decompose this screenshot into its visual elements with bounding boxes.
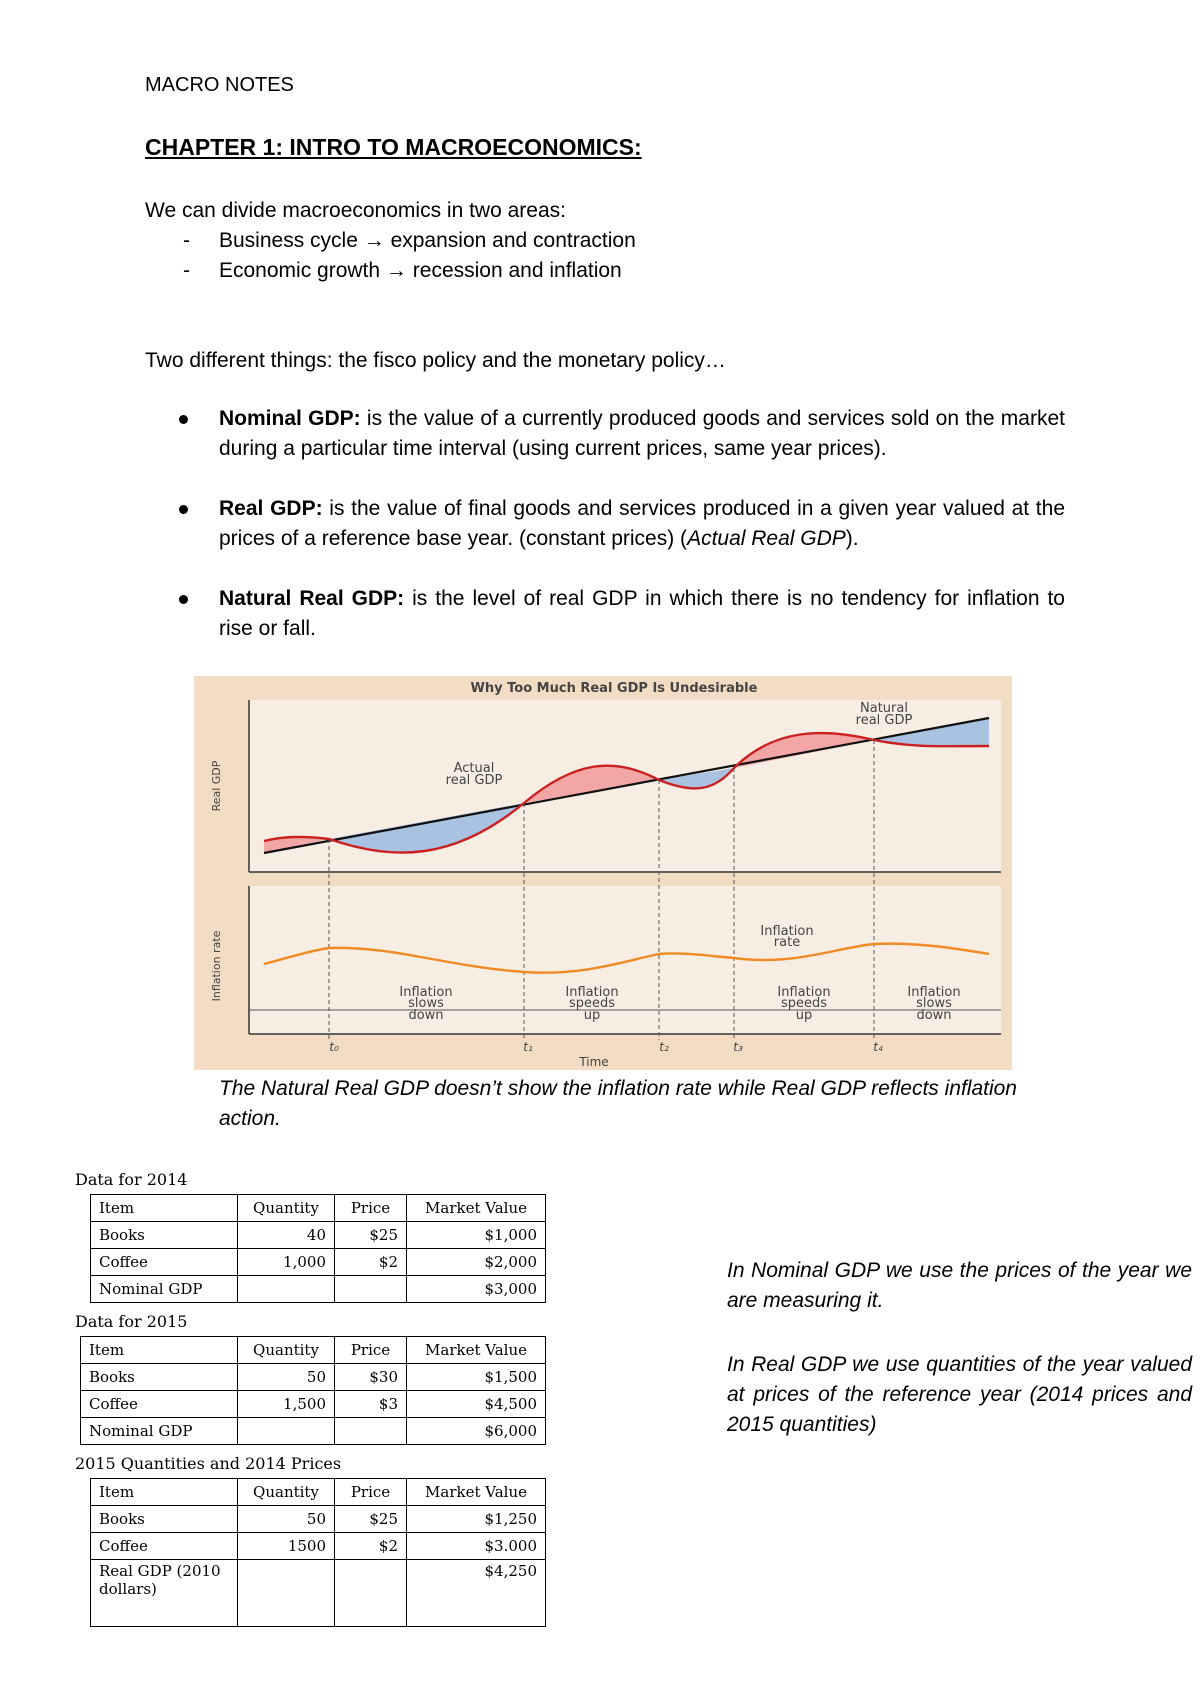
phase-1-line3: down (408, 1008, 444, 1023)
figure-title: Why Too Much Real GDP Is Undesirable (470, 681, 758, 696)
cell-market-value: $3,000 (407, 1276, 546, 1303)
phase-1-line2: slows (408, 996, 444, 1011)
cell-item: Coffee (91, 1249, 238, 1276)
table-row (91, 1533, 546, 1560)
header-item: Item (91, 1195, 238, 1222)
table-row (81, 1364, 546, 1391)
cell-price (335, 1560, 407, 1627)
cell-price (335, 1276, 407, 1303)
header-quantity: Quantity (238, 1337, 335, 1364)
table-row (81, 1391, 546, 1418)
x-axis-label-time: Time (579, 1055, 609, 1069)
phase-2-line3: up (583, 1008, 601, 1023)
list-item (183, 226, 883, 256)
arrow-icon: → (363, 229, 385, 252)
bullet-icon (179, 415, 188, 424)
dash-marker: - (183, 259, 190, 282)
cell-price: $2 (335, 1533, 407, 1560)
cell-quantity: 40 (238, 1222, 335, 1249)
areas-list (183, 226, 883, 286)
label-natural-line1: Natural (860, 701, 908, 716)
side-note-nominal: In Nominal GDP we use the prices of the year we are measuring it. (727, 1259, 1192, 1312)
phase-4-line1: Inflation (907, 985, 961, 1000)
table-row (91, 1560, 546, 1627)
cell-quantity: 1500 (238, 1533, 335, 1560)
definition-term: Nominal GDP: (219, 407, 361, 430)
cell-price: $2 (335, 1249, 407, 1276)
cell-market-value: $3.000 (407, 1533, 546, 1560)
header-market-value: Market Value (407, 1195, 546, 1222)
table-title: 2015 Quantities and 2014 Prices (75, 1454, 342, 1473)
cell-market-value: $6,000 (407, 1418, 546, 1445)
cell-price (335, 1418, 407, 1445)
label-inflation-line2: rate (773, 935, 801, 950)
cell-item: Nominal GDP (81, 1418, 238, 1445)
list-item (183, 256, 883, 286)
side-note-real: In Real GDP we use quantities of the year valued at prices of the reference year (2014 prices and 2015 quantities) (727, 1353, 1192, 1436)
phase-3-line2: speeds (780, 996, 828, 1011)
header-quantity: Quantity (238, 1479, 335, 1506)
table-row (81, 1418, 546, 1445)
y-axis-label-real-gdp: Real GDP (210, 760, 223, 812)
phase-4-line2: slows (916, 996, 952, 1011)
definition-text: is the value of a currently produced goods and services sold on the market during a particular time interval (using current prices, same year prices). (219, 407, 1065, 460)
cell-price: $30 (335, 1364, 407, 1391)
tick-t0: t₀ (329, 1040, 339, 1054)
bullet-icon (179, 595, 188, 604)
label-actual-line2: real GDP (445, 773, 503, 788)
cell-market-value: $1,250 (407, 1506, 546, 1533)
header-item: Item (91, 1479, 238, 1506)
policy-line: Two different things: the fisco policy and the monetary policy… (145, 349, 726, 372)
cell-market-value: $4,250 (407, 1560, 546, 1627)
cell-item: Books (91, 1506, 238, 1533)
label-natural-line2: real GDP (855, 713, 913, 728)
cell-item: Real GDP (2010 dollars) (91, 1560, 238, 1627)
area-description: recession and inflation (412, 259, 622, 282)
cell-item: Books (81, 1364, 238, 1391)
header-price: Price (335, 1337, 407, 1364)
cell-quantity: 1,000 (238, 1249, 335, 1276)
table-title: Data for 2015 (75, 1312, 188, 1331)
definition-text: is the value of final goods and services produced in a given year valued at the prices of a reference base year. (constant prices) ( (219, 497, 1066, 550)
cell-quantity: 50 (238, 1364, 335, 1391)
phase-3-line1: Inflation (777, 985, 831, 1000)
table-title: Data for 2014 (75, 1170, 188, 1189)
label-actual-line1: Actual (453, 761, 495, 776)
cell-quantity (238, 1276, 335, 1303)
definition-term: Natural Real GDP: (219, 587, 405, 610)
tick-t1: t₁ (523, 1040, 533, 1054)
phase-2-line1: Inflation (565, 985, 619, 1000)
cell-quantity (238, 1418, 335, 1445)
table-row (91, 1276, 546, 1303)
chapter-title: CHAPTER 1: INTRO TO MACROECONOMICS: (145, 134, 642, 160)
header-market-value: Market Value (407, 1337, 546, 1364)
cell-item: Coffee (91, 1533, 238, 1560)
tick-t2: t₂ (659, 1040, 669, 1054)
table-real-gdp (90, 1478, 546, 1627)
cell-market-value: $1,500 (407, 1364, 546, 1391)
arrow-icon: → (385, 259, 407, 282)
area-description: expansion and contraction (390, 229, 636, 252)
cell-quantity (238, 1560, 335, 1627)
y-axis-label-inflation: Inflation rate (210, 930, 223, 1002)
area-name: Business cycle (219, 229, 358, 252)
definition-italic: Actual Real GDP (687, 527, 846, 550)
phase-4-line3: down (916, 1008, 952, 1023)
table-row (91, 1249, 546, 1276)
intro-text: We can divide macroeconomics in two areas: (145, 199, 566, 222)
cell-quantity: 1,500 (238, 1391, 335, 1418)
page-header: MACRO NOTES (145, 74, 294, 96)
header-quantity: Quantity (238, 1195, 335, 1222)
cell-item: Books (91, 1222, 238, 1249)
table-row (91, 1506, 546, 1533)
area-name: Economic growth (219, 259, 381, 282)
bottom-panel (249, 886, 1001, 1034)
cell-price: $25 (335, 1222, 407, 1249)
header-price: Price (335, 1479, 407, 1506)
table-header-row (81, 1337, 546, 1364)
header-market-value: Market Value (407, 1479, 546, 1506)
cell-market-value: $1,000 (407, 1222, 546, 1249)
phase-2-line2: speeds (568, 996, 616, 1011)
header-item: Item (81, 1337, 238, 1364)
table-2014 (90, 1194, 546, 1303)
phase-1-line1: Inflation (399, 985, 453, 1000)
cell-market-value: $4,500 (407, 1391, 546, 1418)
table-2015 (80, 1336, 546, 1445)
dash-marker: - (183, 229, 190, 252)
definition-tail: ). (845, 527, 859, 550)
gdp-figure (194, 676, 1012, 1070)
bullet-icon (179, 505, 188, 514)
definition-nominal (219, 404, 1065, 464)
table-header-row (91, 1195, 546, 1222)
tick-t3: t₃ (733, 1040, 743, 1054)
header-price: Price (335, 1195, 407, 1222)
table-header-row (91, 1479, 546, 1506)
definition-term: Real GDP: (219, 497, 323, 520)
table-row (91, 1222, 546, 1249)
cell-item: Nominal GDP (91, 1276, 238, 1303)
cell-item: Coffee (81, 1391, 238, 1418)
label-inflation-line1: Inflation (760, 924, 814, 939)
phase-3-line3: up (795, 1008, 813, 1023)
definition-real (219, 494, 1065, 554)
cell-market-value: $2,000 (407, 1249, 546, 1276)
tick-t4: t₄ (873, 1040, 883, 1054)
figure-caption: The Natural Real GDP doesn’t show the inflation rate while Real GDP reflects inflation action. (219, 1077, 1017, 1130)
cell-price: $25 (335, 1506, 407, 1533)
cell-quantity: 50 (238, 1506, 335, 1533)
definition-text: is the level of real GDP in which there is no tendency for inflation to rise or fall. (219, 587, 1065, 640)
definition-natural (219, 584, 1065, 644)
gdp-figure-svg (194, 676, 1012, 1070)
cell-price: $3 (335, 1391, 407, 1418)
